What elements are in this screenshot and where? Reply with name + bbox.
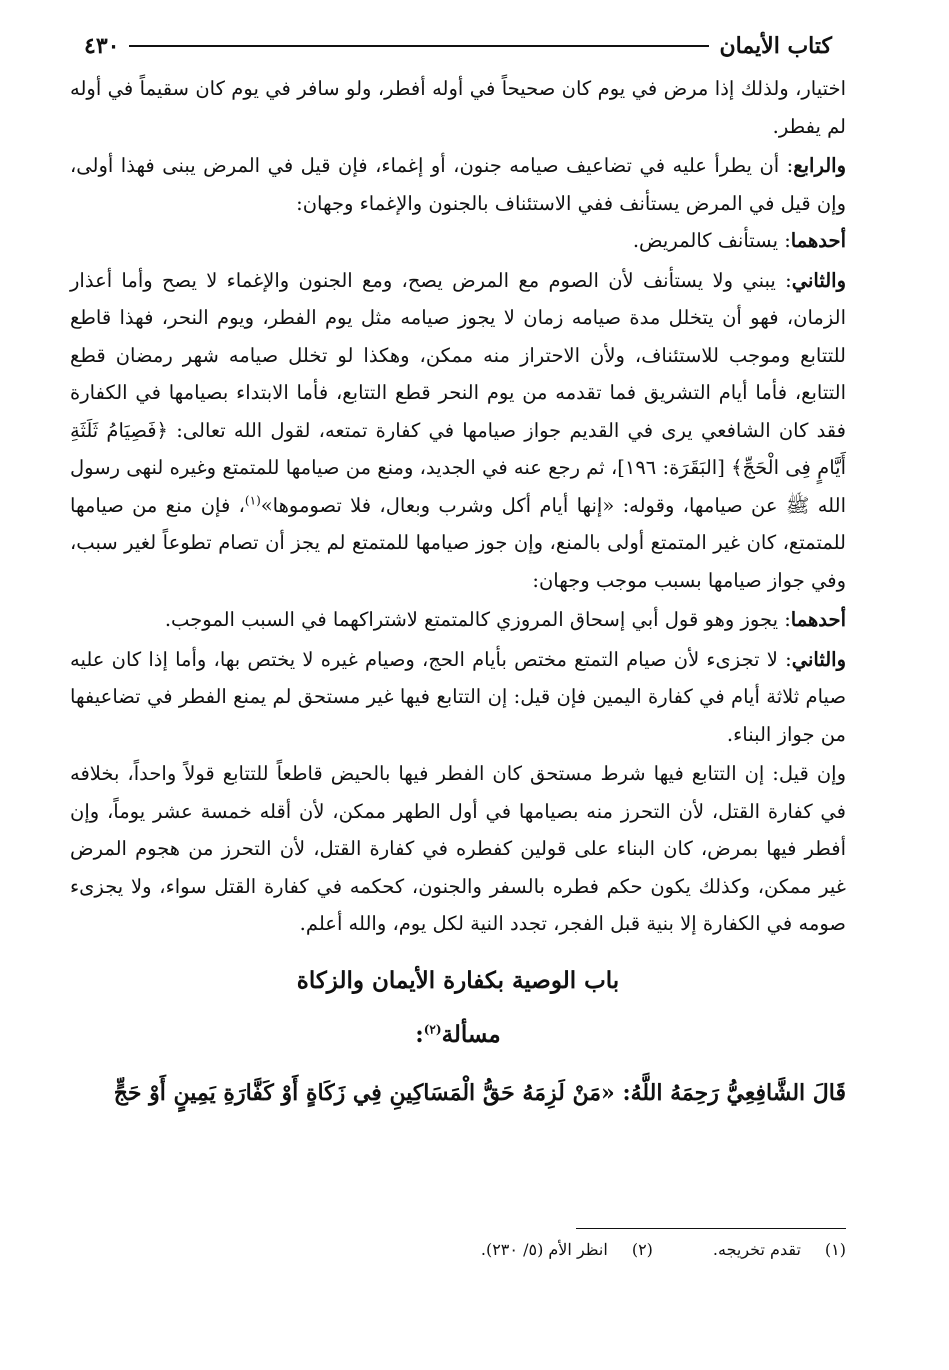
paragraph-lead: أحدهما [790, 608, 846, 631]
footnote-ref: (٢) [423, 1021, 442, 1036]
paragraph-text: : يستأنف كالمريض. [632, 229, 791, 252]
paragraph-text: : يبني ولا يستأنف لأن الصوم مع المرض يصح، ومع الجنون والإغماء لا يصح وأما أعذار الزمان، فهو أن يتخلل مدة صيامه زمان لا يجوز صيامه مثل يوم الفطر، ويوم النحر، فهذا قاطع للتتابع وموجب للاستئناف، ولأن الاحتراز منه ممكن، وهكذا لو تخلل صيامه شهر رمضان قطع التتابع، فأما أيام التشريق فما تقدمه من يوم النحر قطع التتابع، فأما الابتداء بصيامها في الكفارة فقد كان الشافعي يرى في القديم جواز صيامها في كفارة تمتعه، لقول الله تعالى: ﴿فَصِيَامُ ثَلَثَةِ أَيَّامٍ فِى الْحَجِّ﴾ [البَقَرَة: ١٩٦]، ثم رجع عنه في الجديد، ومنع من صيامها للمتمتع وغيره لنهى رسول الله ﷺ عن صيامها، وقوله: «إنها أيام أكل وشرب وبعال، فلا تصوموها» [70, 268, 847, 517]
footnote-number: (٢) [631, 1240, 653, 1259]
issue-label: مسألة [441, 1020, 501, 1048]
section-heading: باب الوصية بكفارة الأيمان والزكاة [296, 966, 620, 994]
footnote [713, 1240, 846, 1259]
issue-colon: : [415, 1020, 424, 1048]
page-number: ٤٣٠ [84, 33, 120, 59]
footnote-number: (١) [824, 1240, 846, 1259]
footnote [481, 1240, 653, 1259]
footnote-ref: (١) [244, 493, 261, 507]
paragraph-text: وإن قيل: إن التتابع فيها شرط مستحق كان الفطر فيها بالحيض قاطعاً للتتابع قولاً واحداً، بخلافه في كفارة القتل، لأن التحرز منه بصيامها في أول الطهر ممكن، لأن أقله خمسة عشر يوماً، وإن أفطر فيها بمرض، كان البناء على قولين كفطره في كفارة القتل، لأن التحرز من هجوم المرض غير ممكن، وكذلك يكون حكم فطره بالسفر والجنون، كحكمه في كفارة القتل سواء، ولا يجزىء صومه في الكفارة إلا بنية قبل الفجر، تجدد النية لكل يوم، والله أعلم. [70, 762, 846, 935]
paragraph-text: : يجوز وهو قول أبي إسحاق المروزي كالمتمتع لاشتراكهما في السبب الموجب. [164, 608, 791, 631]
paragraph-text: ، فإن منع من صيامها للمتمتع، كان غير المتمتع أولى بالمنع، وإن جوز صيامها للمتمتع لم يجز أن تصام تطوعاً لغير سبب، وفي جواز صيامها بسبب موجب وجهان: [70, 493, 846, 592]
paragraph-text: اختيار، ولذلك إذا مرض في يوم كان صحيحاً في أوله أفطر، ولو سافر في يوم كان سقيماً في أوله لم يفطر. [70, 77, 846, 138]
footnote-text: انظر الأم (٥/ ٢٣٠). [480, 1240, 608, 1259]
paragraph-lead: والثاني [791, 268, 846, 292]
quote-line: قَالَ الشَّافِعِيُّ رَحِمَهُ اللَّهُ: «مَنْ لَزِمَهُ حَقُّ الْمَسَاكِينِ فِي زَكَاةٍ أَوْ كَفَّارَةِ يَمِينٍ أَوْ حَجٍّ [113, 1079, 846, 1106]
paragraph-text: : أن يطرأ عليه في تضاعيف صيامه جنون، أو إغماء، فإن قيل في المرض يبنى فهذا أولى، وإن قيل في المرض يستأنف ففي الاستئناف بالجنون والإغماء وجهان: [70, 154, 846, 215]
footnote-area [70, 0, 846, 1370]
footnote-rule [576, 1228, 846, 1229]
paragraph-lead: أحدهما [790, 229, 846, 252]
book-title: كتاب الأيمان [719, 33, 832, 59]
footnote-text: تقدم تخريجه. [712, 1240, 801, 1259]
paragraph-lead: والثاني [791, 647, 846, 671]
paragraph-text: : لا تجزىء لأن صيام التمتع مختص بأيام الحج، وصيام غيره لا يختص بها، وأما إذا كان عليه صيام ثلاثة أيام في كفارة اليمين فإن قيل: إن التتابع فيها غير مستحق لم يمنع الفطر في تضاعيفها من جواز البناء. [70, 647, 846, 746]
footnotes [70, 1240, 846, 1259]
paragraph-lead: والرابع [793, 154, 846, 177]
